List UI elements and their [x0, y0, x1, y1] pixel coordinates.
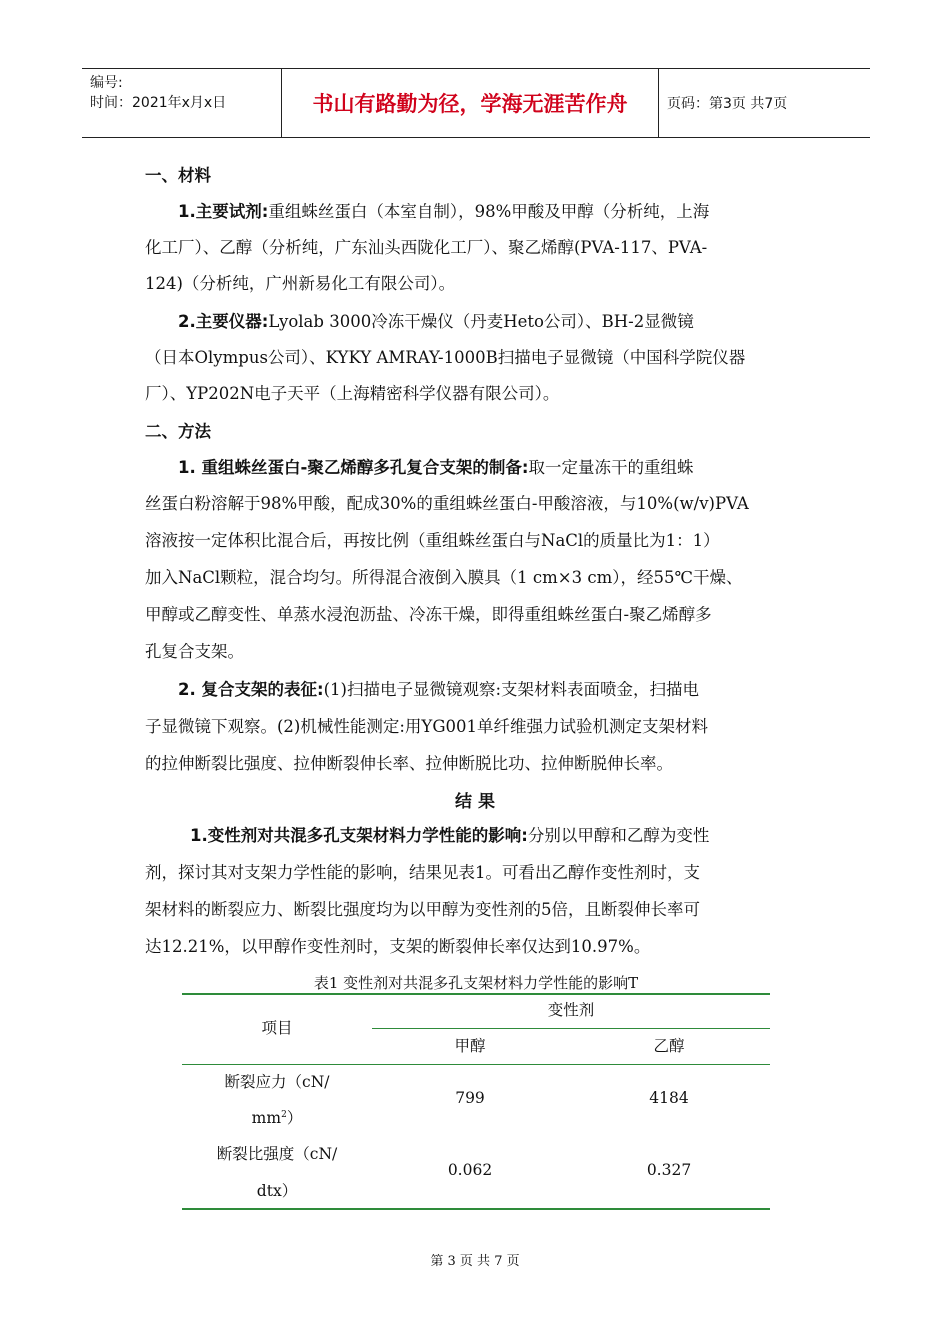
prep-label: 1. 重组蛛丝蛋白-聚乙烯醇多孔复合支架的制备: [178, 458, 529, 477]
table-cell: 4184 [649, 1089, 689, 1107]
table-cell: 0.327 [646, 1161, 692, 1179]
reagents-line-2: 化工厂）、乙醇（分析纯，广东汕头西陇化工厂）、聚乙烯醇(PVA-117、PVA- [145, 238, 708, 257]
paragraph-line [190, 822, 709, 846]
prep-line-3: 溶液按一定体积比混合后，再按比例（重组蛛丝蛋白与NaCl的质量比为1：1） [145, 531, 720, 550]
table-caption: 表1 变性剂对共混多孔支架材料力学性能的影响T [313, 974, 639, 992]
char-text: (1)扫描电子显微镜观察:支架材料表面喷金，扫描电 [323, 680, 700, 699]
table-row-label-cont: $mm^2$） [251, 1109, 303, 1127]
table-cell: 799 [455, 1089, 485, 1107]
paragraph-line [178, 676, 699, 700]
header-meta [82, 69, 282, 137]
prep-line-4: 加入NaCl颗粒，混合均匀。所得混合液倒入膜具（1 cm×3 cm），经55℃干燥、 [145, 568, 743, 587]
results-line-4: 达12.21%，以甲醇作变性剂时，支架的断裂伸长率仅达到10.97%。 [145, 937, 651, 956]
prep-line-2: 丝蛋白粉溶解于98%甲酸，配成30%的重组蛛丝蛋白-甲酸溶液，与10%(w/v)PVA [145, 494, 749, 513]
table-header-item: 项目 [261, 1019, 293, 1037]
section-title-methods: 二、方法 [145, 422, 211, 441]
section-title-materials: 一、材料 [145, 166, 211, 185]
table-row-label-cont: dtx） [256, 1182, 298, 1200]
prep-text: 取一定量冻干的重组蛛 [528, 458, 694, 477]
prep-line-6: 孔复合支架。 [145, 642, 244, 661]
results-title: 结 果 [455, 792, 495, 812]
table-header-ethanol: 乙醇 [653, 1037, 685, 1055]
reagents-line-3: 124)（分析纯，广州新易化工有限公司）。 [145, 274, 456, 293]
results-line-3: 架材料的断裂应力、断裂比强度均为以甲醇为变性剂的5倍，且断裂伸长率可 [145, 900, 700, 919]
instruments-text: Lyolab 3000冷冻干燥仪（丹麦Heto公司）、BH-2显微镜 [268, 312, 694, 331]
page-header [82, 68, 870, 138]
results-text: 分别以甲醇和乙醇为变性 [527, 826, 710, 845]
paragraph-line [178, 198, 709, 222]
table-group-rule [372, 1028, 770, 1029]
paragraph-line [178, 308, 694, 332]
char-label: 2. 复合支架的表征: [178, 680, 324, 699]
char-line-3: 的拉伸断裂比强度、拉伸断裂伸长率、拉伸断脱比功、拉伸断脱伸长率。 [145, 754, 673, 773]
header-motto: 书山有路勤为径，学海无涯苦作舟 [282, 69, 659, 137]
table-row-label: 断裂比强度（cN/ [216, 1145, 338, 1163]
reagents-label: 1.主要试剂: [178, 202, 269, 221]
char-line-2: 子显微镜下观察。(2)机械性能测定:用YG001单纤维强力试验机测定支架材料 [145, 717, 708, 736]
table-cell: 0.062 [447, 1161, 493, 1179]
prep-line-5: 甲醇或乙醇变性、单蒸水浸泡沥盐、冷冻干燥，即得重组蛛丝蛋白-聚乙烯醇多 [145, 605, 712, 624]
reagents-text: 重组蛛丝蛋白（本室自制），98%甲酸及甲醇（分析纯，上海 [268, 202, 710, 221]
results-label: 1.变性剂对共混多孔支架材料力学性能的影响: [190, 826, 528, 845]
table-bottom-rule [182, 1208, 770, 1210]
header-page-number: 页码：第3页 共7页 [667, 96, 788, 112]
table-header-group: 变性剂 [547, 1001, 595, 1019]
page-footer: 第 3 页 共 7 页 [430, 1254, 520, 1269]
table-header-methanol: 甲醇 [454, 1037, 486, 1055]
results-line-2: 剂，探讨其对支架力学性能的影响，结果见表1。可看出乙醇作变性剂时，支 [145, 863, 700, 882]
doc-number-label: 编号: [90, 75, 123, 91]
paragraph-line [178, 454, 693, 478]
table-row-label: 断裂应力（cN/ [224, 1073, 330, 1091]
instruments-label: 2.主要仪器: [178, 312, 269, 331]
doc-time-label: 时间：2021年x月x日 [90, 95, 227, 111]
instruments-line-3: 厂）、YP202N电子天平（上海精密科学仪器有限公司）。 [145, 384, 560, 403]
table-header-rule [182, 1064, 770, 1065]
instruments-line-2: （日本Olympus公司）、KYKY AMRAY-1000B扫描电子显微镜（中国科学院仪器 [145, 348, 746, 367]
table-top-rule [182, 993, 770, 995]
